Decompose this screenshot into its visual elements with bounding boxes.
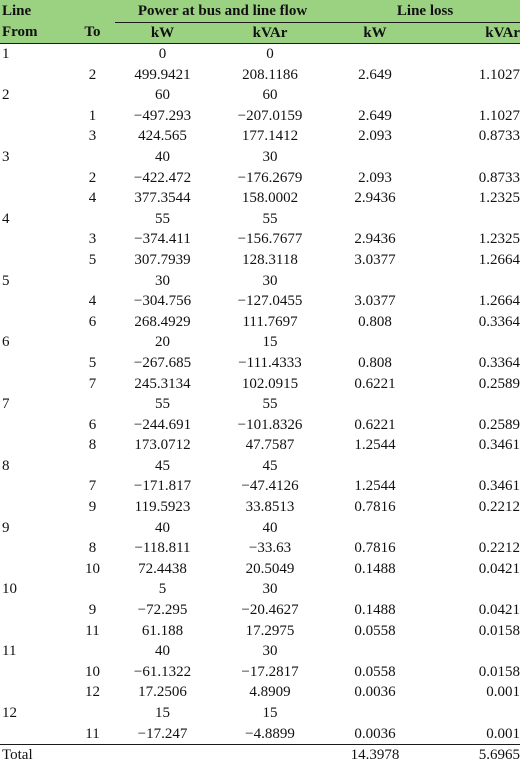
- loss-kvar-cell: [420, 209, 520, 230]
- loss-kw-cell: 0.808: [358, 354, 392, 371]
- kw-cell: 61.188: [141, 622, 184, 639]
- from-cell: [0, 435, 70, 456]
- loss-kvar-cell: 0.0158: [478, 622, 520, 639]
- to-cell: [70, 209, 115, 230]
- header-kw: kW: [115, 23, 210, 44]
- loss-kvar-cell: 1.2325: [478, 190, 520, 207]
- loss-kw-cell: [330, 147, 420, 168]
- from-cell: [0, 497, 70, 518]
- to-cell: 4: [88, 190, 97, 207]
- header-loss-kvar: kVAr: [420, 23, 520, 44]
- kw-cell: 17.2506: [138, 684, 187, 701]
- kvar-cell: 55: [262, 396, 278, 413]
- loss-kvar-cell: [420, 703, 520, 724]
- kvar-cell: 47.7587: [245, 437, 295, 454]
- table-row: [0, 497, 520, 518]
- to-cell: 3: [88, 128, 97, 145]
- table-row: [0, 435, 520, 456]
- total-loss-kvar: 5.6965: [420, 745, 520, 766]
- kw-cell: −267.685: [133, 354, 192, 371]
- loss-kvar-cell: 0.3364: [478, 354, 520, 371]
- kw-cell: −304.756: [133, 293, 192, 310]
- table-row: [0, 353, 520, 374]
- to-cell: 7: [88, 478, 97, 495]
- kvar-cell: −176.2679: [237, 169, 303, 186]
- loss-kvar-cell: 1.2664: [478, 251, 520, 268]
- from-cell: [0, 353, 70, 374]
- to-cell: 2: [88, 66, 97, 83]
- from-cell: [0, 188, 70, 209]
- loss-kvar-cell: 0.0421: [478, 560, 520, 577]
- from-cell: [0, 291, 70, 312]
- kvar-cell: 33.8513: [245, 499, 295, 516]
- loss-kvar-cell: 0.8733: [478, 169, 520, 186]
- total-row: [0, 745, 520, 766]
- loss-kvar-cell: [420, 579, 520, 600]
- header-line: Line: [0, 0, 70, 23]
- table-row: [0, 538, 520, 559]
- from-cell: 7: [2, 396, 10, 413]
- loss-kw-cell: 0.0036: [354, 725, 396, 742]
- header-to: To: [70, 23, 115, 44]
- loss-kw-cell: 1.2544: [354, 437, 396, 454]
- loss-kvar-cell: 0.2589: [478, 416, 520, 433]
- from-cell: [0, 559, 70, 580]
- to-cell: [70, 85, 115, 106]
- to-cell: 11: [85, 725, 100, 742]
- kw-cell: 499.9421: [134, 66, 191, 83]
- loss-kw-cell: 2.649: [358, 107, 392, 124]
- loss-kw-cell: 0.0558: [354, 663, 396, 680]
- to-cell: [70, 518, 115, 539]
- from-cell: [0, 621, 70, 642]
- loss-kvar-cell: 0.001: [486, 725, 520, 742]
- table-row: [0, 579, 520, 600]
- kvar-cell: 15: [262, 705, 278, 721]
- kw-cell: 60: [155, 87, 170, 104]
- loss-kw-cell: 2.9436: [354, 231, 396, 248]
- loss-kw-cell: 3.0377: [354, 293, 396, 310]
- table-header: [0, 0, 520, 44]
- to-cell: 3: [88, 231, 97, 248]
- kw-cell: 0: [158, 46, 167, 62]
- table-row: [0, 106, 520, 127]
- kvar-cell: 208.1186: [242, 66, 298, 83]
- loss-kw-cell: 2.093: [358, 169, 392, 186]
- from-cell: [0, 415, 70, 436]
- loss-kvar-cell: [420, 394, 520, 415]
- table-row: [0, 682, 520, 703]
- loss-kw-cell: 3.0377: [354, 251, 396, 268]
- kw-cell: 5: [158, 581, 167, 598]
- kw-cell: 173.0712: [134, 437, 191, 454]
- loss-kw-cell: [330, 44, 420, 65]
- kw-cell: 40: [155, 519, 170, 536]
- loss-kw-cell: [330, 332, 420, 353]
- from-cell: 10: [2, 581, 17, 598]
- loss-kw-cell: 0.808: [358, 313, 392, 330]
- table-row: [0, 476, 520, 497]
- from-cell: [0, 374, 70, 395]
- table-row: [0, 662, 520, 683]
- from-cell: [0, 126, 70, 147]
- loss-kw-cell: [330, 703, 420, 724]
- kvar-cell: −20.4627: [241, 602, 299, 619]
- loss-kw-cell: 2.093: [358, 128, 392, 145]
- to-cell: 6: [88, 416, 97, 433]
- kw-cell: 45: [155, 457, 170, 474]
- to-cell: 10: [85, 663, 100, 680]
- kvar-cell: 158.0002: [241, 190, 299, 207]
- table-row: [0, 456, 520, 477]
- loss-kvar-cell: 0.3461: [478, 437, 520, 454]
- kvar-cell: −127.0455: [237, 293, 303, 310]
- loss-kvar-cell: [420, 518, 520, 539]
- kvar-cell: 60: [262, 87, 278, 104]
- table-row: [0, 600, 520, 621]
- kw-cell: 424.565: [138, 128, 187, 145]
- kw-cell: −61.1322: [133, 663, 192, 680]
- loss-kvar-cell: 0.2212: [478, 499, 520, 516]
- from-cell: [0, 538, 70, 559]
- to-cell: 11: [85, 622, 100, 639]
- kvar-cell: 30: [262, 272, 278, 289]
- table-row: [0, 641, 520, 662]
- loss-kw-cell: 2.9436: [354, 190, 396, 207]
- loss-kw-cell: 0.6221: [354, 416, 396, 433]
- table-row: [0, 85, 520, 106]
- header-from: From: [0, 23, 70, 44]
- kw-cell: −118.811: [134, 540, 191, 557]
- kvar-cell: −47.4126: [241, 478, 299, 495]
- table-row: [0, 147, 520, 168]
- kw-cell: −244.691: [133, 416, 192, 433]
- loss-kvar-cell: [420, 44, 520, 65]
- kw-cell: 377.3544: [134, 190, 191, 207]
- from-cell: [0, 662, 70, 683]
- table-row: [0, 374, 520, 395]
- loss-kw-cell: [330, 518, 420, 539]
- kvar-cell: 102.0915: [241, 375, 299, 392]
- loss-kvar-cell: 0.3461: [478, 478, 520, 495]
- table-row: [0, 65, 520, 86]
- loss-kvar-cell: 0.0158: [478, 663, 520, 680]
- from-cell: [0, 250, 70, 271]
- table-row: [0, 209, 520, 230]
- to-cell: [70, 271, 115, 292]
- kvar-cell: −207.0159: [237, 107, 303, 124]
- loss-kw-cell: 0.0558: [354, 622, 396, 639]
- from-cell: 12: [2, 705, 17, 721]
- to-cell: [70, 703, 115, 724]
- kvar-cell: 30: [262, 148, 278, 165]
- kvar-cell: 40: [262, 519, 278, 536]
- loss-kvar-cell: 0.8733: [478, 128, 520, 145]
- kw-cell: 40: [155, 643, 170, 660]
- table-row: [0, 250, 520, 271]
- loss-kvar-cell: 0.001: [486, 684, 520, 701]
- kw-cell: 55: [155, 396, 170, 413]
- kvar-cell: −156.7677: [237, 231, 303, 248]
- from-cell: 11: [2, 643, 17, 660]
- loss-kw-cell: 0.1488: [354, 560, 396, 577]
- kvar-cell: −33.63: [248, 540, 292, 557]
- table-row: [0, 703, 520, 724]
- to-cell: [70, 579, 115, 600]
- table-row: [0, 271, 520, 292]
- kvar-cell: −111.4333: [238, 354, 302, 371]
- table-row: [0, 394, 520, 415]
- from-cell: 2: [2, 87, 10, 104]
- to-cell: 5: [88, 354, 97, 371]
- loss-kw-cell: [330, 271, 420, 292]
- kvar-cell: 177.1412: [241, 128, 299, 145]
- kvar-cell: 0: [266, 46, 274, 62]
- from-cell: 5: [2, 272, 10, 289]
- loss-kvar-cell: 0.3364: [478, 313, 520, 330]
- header-kvar: kVAr: [210, 23, 330, 44]
- to-cell: [70, 147, 115, 168]
- header-power-group: Power at bus and line flow: [115, 0, 330, 23]
- from-cell: [0, 106, 70, 127]
- to-cell: 5: [88, 251, 97, 268]
- kw-cell: −17.247: [137, 725, 188, 742]
- table-row: [0, 559, 520, 580]
- loss-kvar-cell: 0.2589: [478, 375, 520, 392]
- table-row: [0, 724, 520, 745]
- loss-kvar-cell: 1.2325: [478, 231, 520, 248]
- kw-cell: 245.3134: [134, 375, 191, 392]
- loss-kvar-cell: [420, 85, 520, 106]
- table-row: [0, 168, 520, 189]
- kvar-cell: −101.8326: [237, 416, 303, 433]
- loss-kw-cell: [330, 394, 420, 415]
- from-cell: [0, 682, 70, 703]
- loss-kvar-cell: 1.1027: [478, 107, 520, 124]
- loss-kvar-cell: 0.0421: [478, 602, 520, 619]
- to-cell: [70, 394, 115, 415]
- to-cell: 2: [88, 169, 97, 186]
- table-row: [0, 518, 520, 539]
- from-cell: [0, 312, 70, 333]
- loss-kw-cell: [330, 641, 420, 662]
- kw-cell: −374.411: [134, 231, 191, 248]
- loss-kw-cell: [330, 456, 420, 477]
- header-line-loss: Line loss: [330, 0, 520, 23]
- kvar-cell: 128.3118: [242, 251, 298, 268]
- from-cell: 3: [2, 148, 10, 165]
- total-label: Total: [0, 745, 70, 766]
- to-cell: 4: [88, 293, 97, 310]
- loss-kvar-cell: [420, 456, 520, 477]
- from-cell: [0, 476, 70, 497]
- kvar-cell: 17.2975: [245, 622, 295, 639]
- table-row: [0, 332, 520, 353]
- kw-cell: 15: [155, 705, 170, 721]
- to-cell: 1: [88, 107, 97, 124]
- kvar-cell: 20.5049: [245, 560, 295, 577]
- loss-kw-cell: 0.7816: [354, 540, 396, 557]
- kw-cell: 307.7939: [134, 251, 191, 268]
- header-loss-kw: kW: [330, 23, 420, 44]
- kw-cell: 72.4438: [138, 560, 187, 577]
- kw-cell: −497.293: [133, 107, 192, 124]
- loss-kw-cell: 0.7816: [354, 499, 396, 516]
- to-cell: 7: [88, 375, 97, 392]
- to-cell: 6: [88, 313, 97, 330]
- table-body: [0, 44, 520, 766]
- loss-kw-cell: 2.649: [358, 66, 392, 83]
- to-cell: [70, 641, 115, 662]
- loss-kw-cell: 1.2544: [354, 478, 396, 495]
- table-row: [0, 415, 520, 436]
- kw-cell: −422.472: [133, 169, 192, 186]
- to-cell: 12: [85, 684, 100, 701]
- from-cell: 6: [2, 334, 10, 351]
- table-row: [0, 188, 520, 209]
- to-cell: 9: [88, 602, 97, 619]
- kvar-cell: 45: [262, 457, 278, 474]
- kw-cell: 55: [155, 210, 170, 227]
- from-cell: [0, 168, 70, 189]
- loss-kw-cell: [330, 579, 420, 600]
- to-cell: 8: [88, 437, 97, 454]
- to-cell: [70, 456, 115, 477]
- from-cell: 4: [2, 210, 10, 227]
- kvar-cell: 111.7697: [242, 313, 298, 330]
- kvar-cell: 15: [262, 334, 278, 351]
- loss-kw-cell: 0.1488: [354, 602, 396, 619]
- kw-cell: 40: [155, 148, 170, 165]
- from-cell: [0, 600, 70, 621]
- table-row: [0, 291, 520, 312]
- kw-cell: −171.817: [133, 478, 192, 495]
- loss-kw-cell: 0.6221: [354, 375, 396, 392]
- kvar-cell: −17.2817: [241, 663, 299, 680]
- table-row: [0, 229, 520, 250]
- kw-cell: 20: [155, 334, 170, 351]
- table-row: [0, 621, 520, 642]
- table-row: [0, 312, 520, 333]
- from-cell: 9: [2, 519, 10, 536]
- loss-kvar-cell: 0.2212: [478, 540, 520, 557]
- kvar-cell: −4.8899: [245, 725, 295, 742]
- kw-cell: −72.295: [137, 602, 188, 619]
- to-cell: 10: [85, 560, 100, 577]
- kvar-cell: 30: [262, 581, 278, 598]
- loss-kvar-cell: [420, 332, 520, 353]
- from-cell: [0, 229, 70, 250]
- from-cell: [0, 65, 70, 86]
- loss-kvar-cell: [420, 641, 520, 662]
- loss-kvar-cell: [420, 271, 520, 292]
- to-cell: [70, 332, 115, 353]
- kw-cell: 30: [155, 272, 170, 289]
- loss-kw-cell: [330, 85, 420, 106]
- kvar-cell: 30: [262, 643, 278, 660]
- loss-kw-cell: [330, 209, 420, 230]
- loss-kvar-cell: [420, 147, 520, 168]
- kvar-cell: 55: [262, 210, 278, 227]
- kw-cell: 119.5923: [134, 499, 191, 516]
- kw-cell: 268.4929: [134, 313, 191, 330]
- table-row: [0, 44, 520, 65]
- total-loss-kw: 14.3978: [330, 745, 420, 766]
- to-cell: 9: [88, 499, 97, 516]
- kvar-cell: 4.8909: [249, 684, 291, 701]
- loss-kvar-cell: 1.2664: [478, 293, 520, 310]
- loss-kw-cell: 0.0036: [354, 684, 396, 701]
- from-cell: 8: [2, 457, 10, 474]
- to-cell: 8: [88, 540, 97, 557]
- to-cell: [70, 44, 115, 65]
- from-cell: [0, 724, 70, 745]
- loss-kvar-cell: 1.1027: [478, 66, 520, 83]
- table-row: [0, 126, 520, 147]
- from-cell: 1: [2, 46, 10, 62]
